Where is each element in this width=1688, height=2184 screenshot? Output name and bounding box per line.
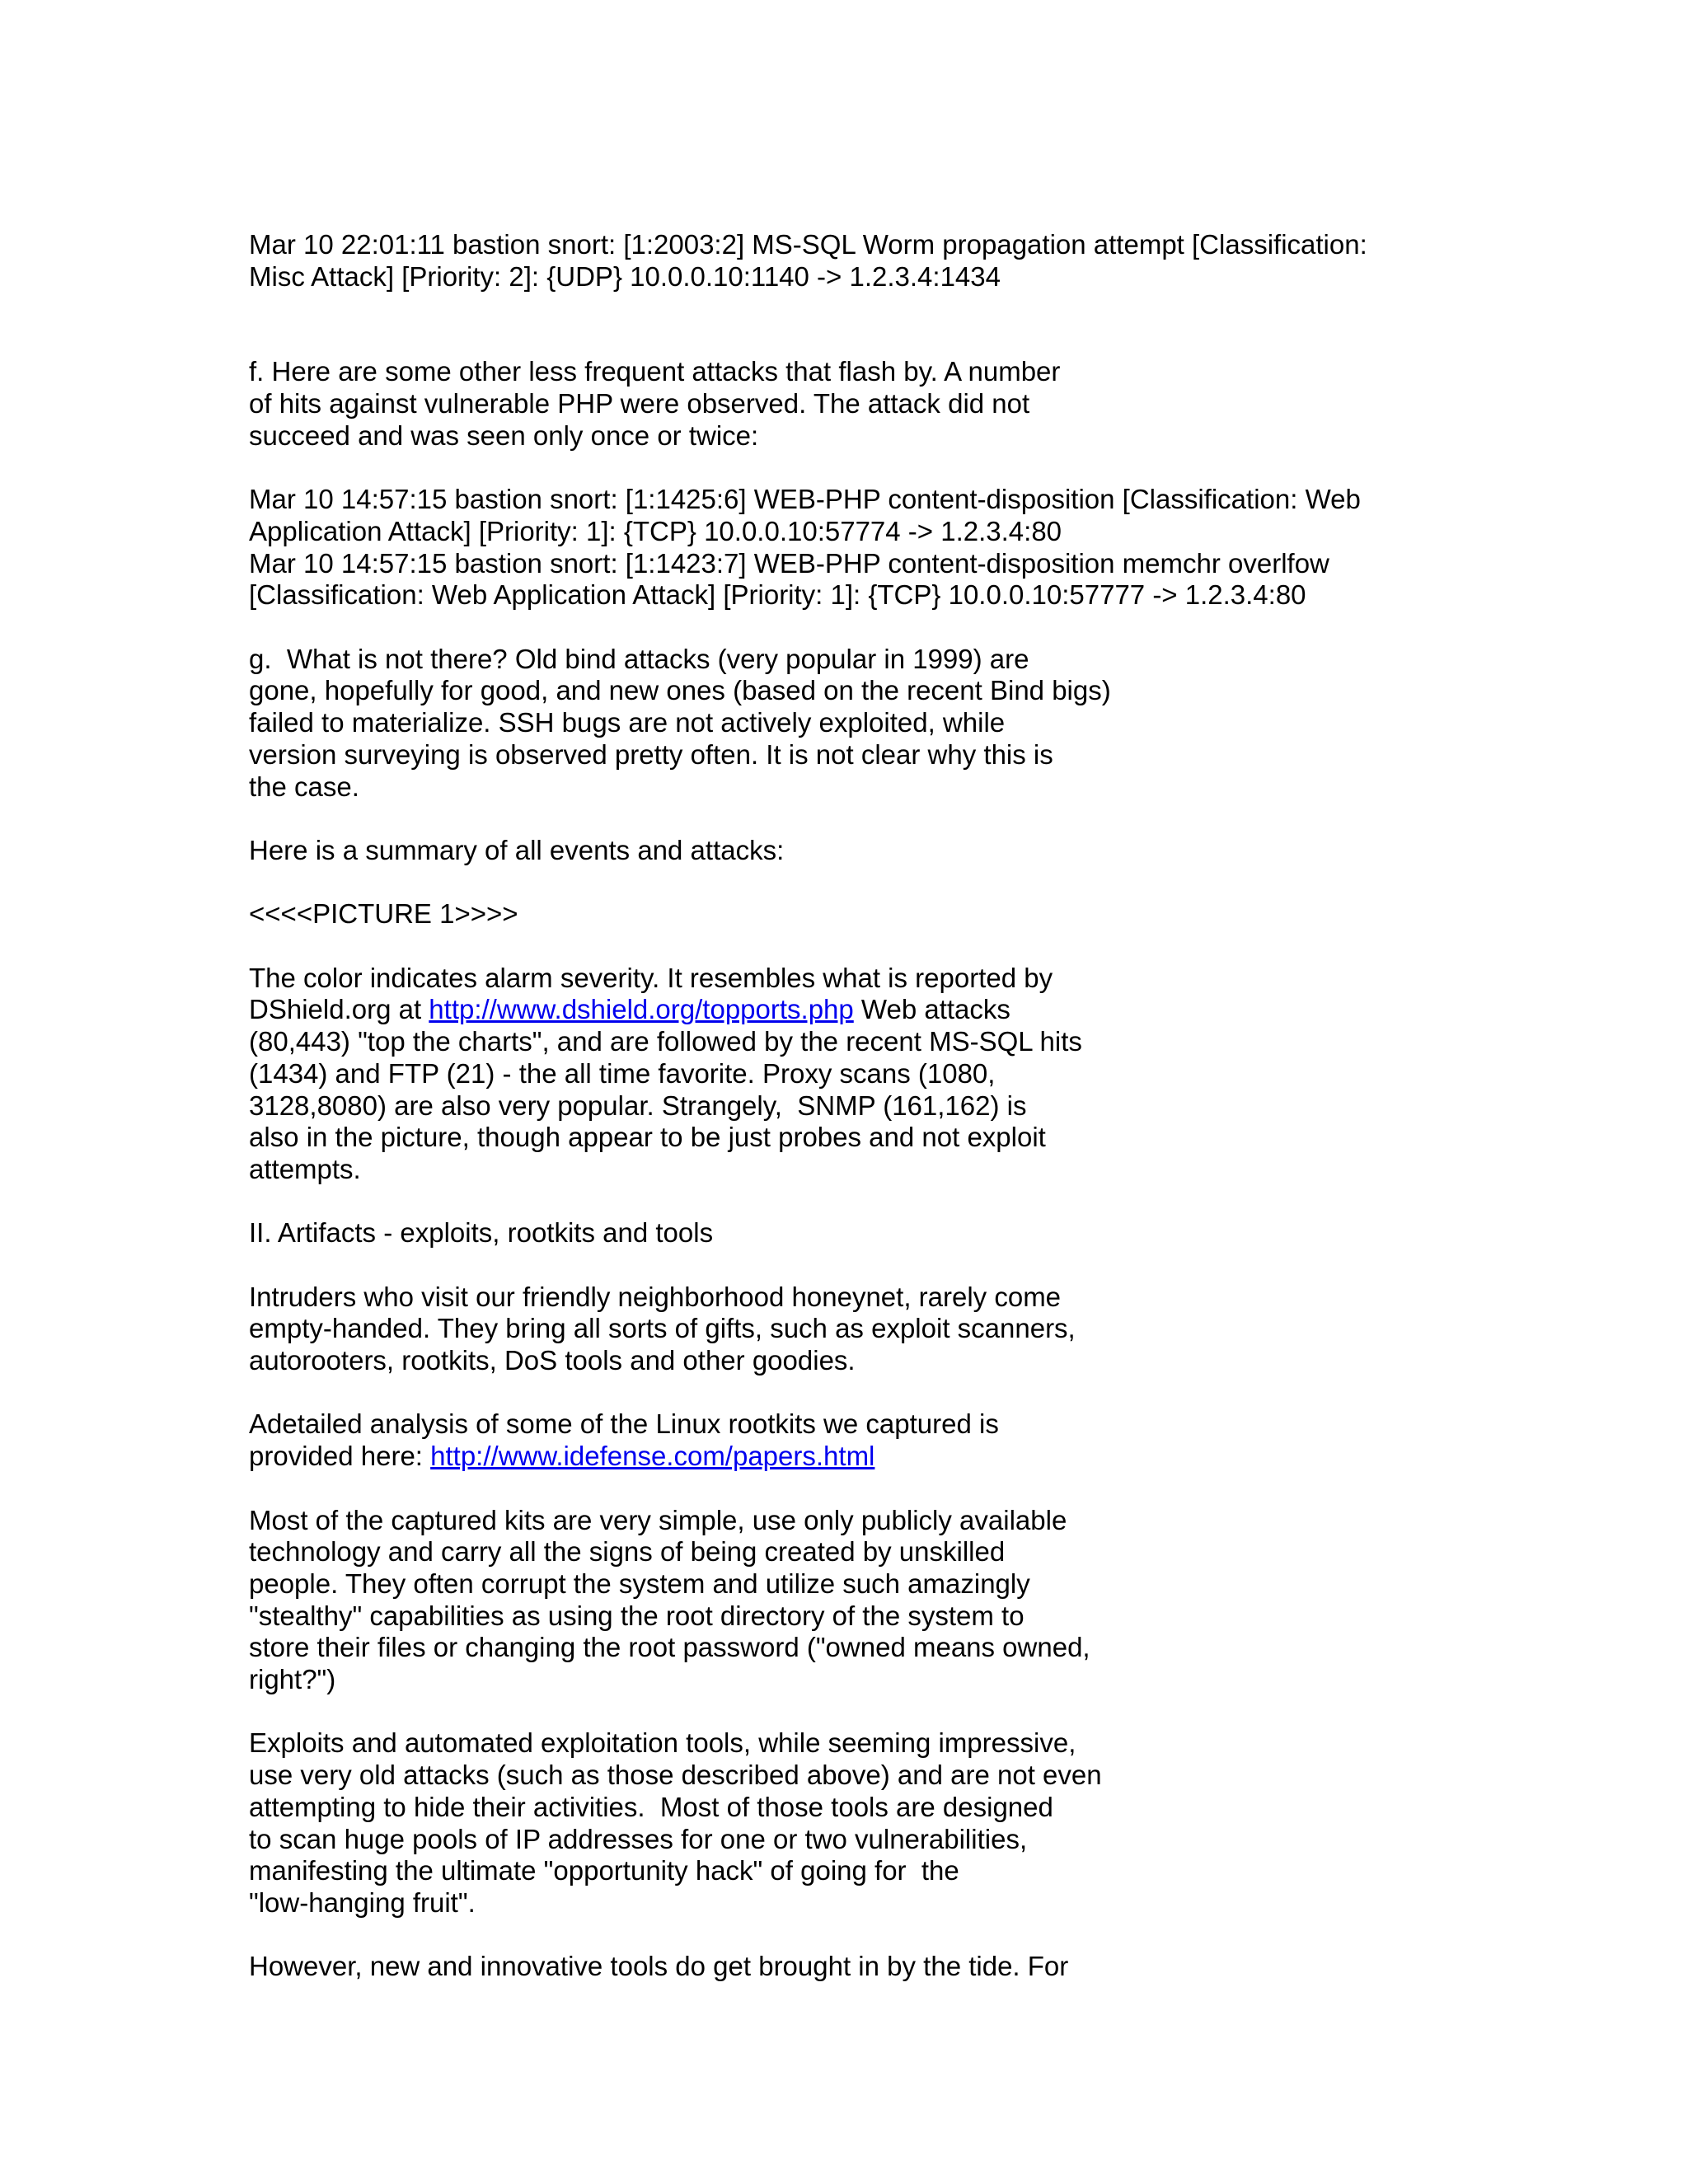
text-line: [Classification: Web Application Attack] [Priority: 1]: {TCP} 10.0.0.10:57777 -> 1.2.3.4:80 bbox=[249, 579, 1306, 611]
text-line: Mar 10 14:57:15 bastion snort: [1:1423:7] WEB-PHP content-disposition memchr overlfow bbox=[249, 547, 1329, 579]
text-line: right?") bbox=[249, 1664, 336, 1695]
paragraph-kits bbox=[249, 1505, 1535, 1696]
text-line: However, new and innovative tools do get brought in by the tide. For bbox=[249, 1951, 1069, 1982]
text-line: attempting to hide their activities. Most of those tools are designed bbox=[249, 1791, 1053, 1822]
text-line bbox=[249, 994, 1535, 1026]
text-line: Mar 10 22:01:11 bastion snort: [1:2003:2] MS-SQL Worm propagation attempt [Classification: bbox=[249, 229, 1367, 260]
text-line: (80,443) "top the charts", and are followed by the recent MS-SQL hits bbox=[249, 1026, 1082, 1057]
dshield-link[interactable]: http://www.dshield.org/topports.php bbox=[429, 994, 854, 1025]
text-line: Intruders who visit our friendly neighborhood honeynet, rarely come bbox=[249, 1281, 1062, 1312]
text-line: g. What is not there? Old bind attacks (very popular in 1999) are bbox=[249, 643, 1029, 674]
text-line: store their files or changing the root password ("owned means owned, bbox=[249, 1632, 1090, 1663]
text-line: Adetailed analysis of some of the Linux rootkits we captured is bbox=[249, 1408, 999, 1440]
text-line: (1434) and FTP (21) - the all time favorite. Proxy scans (1080, bbox=[249, 1057, 996, 1089]
text-line: version surveying is observed pretty often. It is not clear why this is bbox=[249, 738, 1053, 770]
text-line: people. They often corrupt the system and utilize such amazingly bbox=[249, 1568, 1030, 1599]
text-line: of hits against vulnerable PHP were observed. The attack did not bbox=[249, 388, 1030, 419]
text-line: empty-handed. They bring all sorts of gifts, such as exploit scanners, bbox=[249, 1313, 1076, 1344]
text-line: use very old attacks (such as those described above) and are not even bbox=[249, 1760, 1102, 1791]
paragraph-however bbox=[249, 1951, 1535, 1983]
snort-log-php bbox=[249, 484, 1535, 612]
text-line bbox=[249, 1441, 1535, 1473]
text-line: technology and carry all the signs of being created by unskilled bbox=[249, 1536, 1006, 1568]
text-line: Mar 10 14:57:15 bastion snort: [1:1425:6] WEB-PHP content-disposition [Classification: Web bbox=[249, 484, 1361, 515]
text-line: gone, hopefully for good, and new ones (based on the recent Bind bigs) bbox=[249, 675, 1111, 706]
idefense-link[interactable]: http://www.idefense.com/papers.html bbox=[430, 1441, 875, 1472]
text-line: manifesting the ultimate "opportunity hack" of going for the bbox=[249, 1855, 959, 1886]
text-line: "stealthy" capabilities as using the root directory of the system to bbox=[249, 1600, 1025, 1631]
text-line: "low-hanging fruit". bbox=[249, 1887, 476, 1918]
text-line: the case. bbox=[249, 771, 359, 802]
text-segment: Web attacks bbox=[853, 994, 1010, 1025]
text-line: failed to materialize. SSH bugs are not actively exploited, while bbox=[249, 707, 1006, 738]
text-line: autorooters, rootkits, DoS tools and other goodies. bbox=[249, 1345, 856, 1376]
text-line: 3128,8080) are also very popular. Strangely, SNMP (161,162) is bbox=[249, 1090, 1027, 1121]
paragraph-f bbox=[249, 356, 1535, 452]
text-line: also in the picture, though appear to be just probes and not exploit bbox=[249, 1122, 1046, 1153]
text-line: attempts. bbox=[249, 1153, 361, 1184]
text-line: Application Attack] [Priority: 1]: {TCP} 10.0.0.10:57774 -> 1.2.3.4:80 bbox=[249, 515, 1062, 546]
summary-intro: Here is a summary of all events and attacks: bbox=[249, 834, 785, 865]
picture-placeholder: <<<<PICTURE 1>>>> bbox=[249, 898, 518, 930]
snort-log-mssql bbox=[249, 229, 1535, 293]
text-line: Misc Attack] [Priority: 2]: {UDP} 10.0.0.10:1140 -> 1.2.3.4:1434 bbox=[249, 260, 1001, 292]
text-segment: DShield.org at bbox=[249, 994, 429, 1025]
text-line: f. Here are some other less frequent attacks that flash by. A number bbox=[249, 356, 1061, 387]
paragraph-color bbox=[249, 963, 1535, 1186]
section-heading: II. Artifacts - exploits, rootkits and tools bbox=[249, 1217, 714, 1249]
text-line: succeed and was seen only once or twice: bbox=[249, 419, 759, 451]
text-line: to scan huge pools of IP addresses for one or two vulnerabilities, bbox=[249, 1823, 1028, 1854]
document-page bbox=[249, 229, 1535, 1983]
paragraph-g bbox=[249, 644, 1535, 804]
text-segment: provided here: bbox=[249, 1441, 431, 1472]
paragraph-analysis bbox=[249, 1408, 1535, 1472]
paragraph-exploits bbox=[249, 1727, 1535, 1919]
text-line: Most of the captured kits are very simple, use only publicly available bbox=[249, 1504, 1067, 1535]
text-line: The color indicates alarm severity. It resembles what is reported by bbox=[249, 962, 1053, 993]
paragraph-intruders bbox=[249, 1282, 1535, 1377]
text-line: Exploits and automated exploitation tools, while seeming impressive, bbox=[249, 1727, 1076, 1759]
